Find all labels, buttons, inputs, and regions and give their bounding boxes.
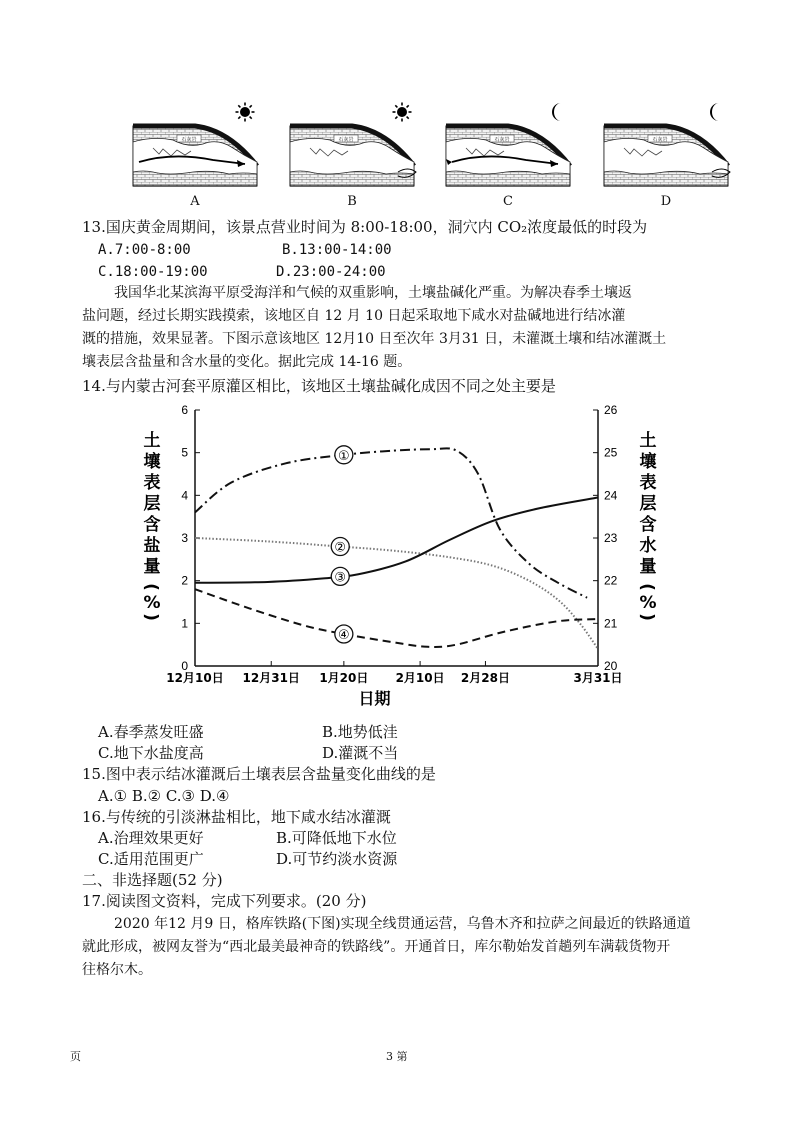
left-tick-label: 5: [181, 445, 188, 460]
sun-icon: [393, 103, 412, 122]
moon-icon: [710, 103, 719, 121]
footer-page-number: 3 第: [386, 1050, 408, 1063]
q13-option-b: B.13:00-14:00: [282, 242, 392, 258]
q17-stem: 17.阅读图文资料，完成下列要求。(20 分): [82, 892, 367, 910]
series-line-2: [195, 538, 598, 649]
right-tick-label: 22: [604, 573, 618, 588]
svg-text:): ): [141, 613, 161, 621]
series-marker-label-1: ①: [338, 448, 350, 464]
x-tick-label: 2月28日: [460, 671, 510, 685]
right-tick-label: 20: [604, 659, 618, 673]
q14-option-b: B.地势低洼: [322, 723, 398, 741]
series-marker-label-4: ④: [338, 628, 350, 643]
q14-option-a: A.春季蒸发旺盛: [98, 723, 204, 741]
q16-option-a: A.治理效果更好: [98, 829, 204, 847]
svg-text:壤: 壤: [143, 452, 161, 472]
right-tick-label: 25: [604, 445, 618, 460]
series-line-1: [195, 448, 587, 597]
intro-line-2: 盐问题，经过长期实践摸索，该地区自 12 月 10 日起采取地下咸水对盐碱地进行结冰灌: [82, 308, 626, 324]
svg-text:): ): [637, 613, 657, 621]
section-2-heading: 二、非选择题(52 分): [82, 871, 223, 889]
q16-stem: 16.与传统的引淡淋盐相比，地下咸水结冰灌溉: [82, 808, 391, 826]
cave-diagram-b: [290, 126, 416, 186]
sun-icon: [236, 103, 255, 122]
q14-option-d: D.灌溉不当: [322, 744, 399, 762]
svg-text:水: 水: [639, 536, 657, 556]
cave-diagram-d: [604, 126, 730, 186]
q16-option-d: D.可节约淡水资源: [276, 850, 398, 868]
left-tick-label: 6: [181, 403, 188, 417]
cave-inner-label: 石灰岩: [338, 137, 354, 143]
q13-stem: 13.国庆黄金周期间，该景点营业时间为 8:00-18:00，洞穴内 CO₂浓度最低的时段为: [82, 218, 648, 236]
cave-inner-label: 石灰岩: [494, 137, 510, 143]
x-tick-label: 12月10日: [166, 671, 224, 685]
x-axis-title: 日期: [358, 689, 391, 708]
cave-diagram-a: [133, 126, 257, 186]
svg-text:%: %: [143, 593, 161, 613]
intro-line-1: 我国华北某滨海平原受海洋和气候的双重影响，土壤盐碱化严重。为解决春季土壤返: [114, 285, 632, 301]
svg-text:(: (: [141, 583, 161, 591]
cave-label-d: D: [660, 194, 672, 209]
salinity-chart-svg: [130, 398, 660, 720]
footer-left: 页: [70, 1050, 81, 1063]
y-axis-title-right: [637, 430, 657, 621]
q13-option-a: A.7:00-8:00: [98, 242, 191, 258]
svg-text:层: 层: [639, 494, 657, 514]
salinity-chart: [130, 398, 660, 720]
cave-diagram-c: [446, 126, 570, 186]
q17-line-1: 2020 年12 月9 日，格库铁路(下图)实现全线贯通运营，乌鲁木齐和拉萨之间最近的铁路通道: [114, 916, 691, 932]
cave-figure-row: [0, 0, 794, 215]
right-tick-label: 26: [604, 403, 618, 417]
q16-option-c: C.适用范围更广: [98, 850, 204, 868]
right-tick-label: 24: [604, 488, 618, 503]
q13-option-c: C.18:00-19:00: [98, 264, 208, 280]
series-marker-label-2: ②: [334, 540, 347, 556]
svg-text:表: 表: [639, 473, 657, 493]
q16-option-b: B.可降低地下水位: [276, 829, 397, 847]
svg-text:土: 土: [639, 431, 657, 451]
cave-inner-label: 石灰岩: [652, 137, 668, 143]
cave-inner-label: 石灰岩: [181, 137, 197, 143]
x-tick-label: 12月31日: [242, 671, 300, 685]
left-tick-label: 1: [181, 616, 188, 631]
x-tick-label: 2月10日: [395, 671, 445, 685]
x-tick-label: 1月20日: [319, 671, 369, 685]
intro-line-4: 壤表层含盐量和含水量的变化。据此完成 14-16 题。: [82, 354, 412, 370]
right-tick-label: 21: [604, 616, 618, 631]
left-tick-label: 2: [181, 573, 188, 588]
q14-stem: 14.与内蒙古河套平原灌区相比，该地区土壤盐碱化成因不同之处主要是: [82, 377, 556, 395]
x-tick-label: 3月31日: [573, 671, 623, 685]
svg-text:层: 层: [143, 494, 161, 514]
cave-figure-svg: [0, 0, 794, 215]
q17-line-2: 就此形成，被网友誉为“西北最美最神奇的铁路线”。开通首日，库尔勒始发首趟列车满载货物开: [82, 939, 671, 955]
q15-stem: 15.图中表示结冰灌溉后土壤表层含盐量变化曲线的是: [82, 765, 436, 783]
svg-text:(: (: [637, 583, 657, 591]
left-tick-label: 0: [181, 659, 188, 673]
q15-options: A.① B.② C.③ D.④: [98, 787, 230, 805]
svg-text:%: %: [639, 593, 657, 613]
left-tick-label: 4: [181, 488, 188, 503]
moon-icon: [552, 103, 561, 121]
svg-text:量: 量: [639, 557, 657, 577]
svg-text:含: 含: [143, 515, 161, 535]
y-axis-title-left: [141, 430, 161, 621]
q13-option-d: D.23:00-24:00: [276, 264, 386, 280]
svg-text:壤: 壤: [639, 452, 657, 472]
svg-text:含: 含: [639, 515, 657, 535]
intro-line-3: 溉的措施，效果显著。下图示意该地区 12月10 日至次年 3月31 日，未灌溉土壤和结冰灌溉土: [82, 331, 667, 347]
cave-label-b: B: [347, 194, 357, 209]
cave-label-c: C: [503, 194, 513, 209]
q14-option-c: C.地下水盐度高: [98, 744, 204, 762]
series-marker-label-3: ③: [334, 570, 347, 586]
q17-line-3: 往格尔木。: [82, 962, 152, 978]
svg-text:表: 表: [143, 473, 161, 493]
left-tick-label: 3: [181, 531, 188, 545]
svg-text:盐: 盐: [143, 536, 161, 556]
series-line-4: [195, 589, 598, 647]
right-tick-label: 23: [604, 531, 618, 545]
cave-label-a: A: [190, 194, 200, 209]
svg-text:量: 量: [143, 557, 161, 577]
svg-text:土: 土: [143, 431, 161, 451]
